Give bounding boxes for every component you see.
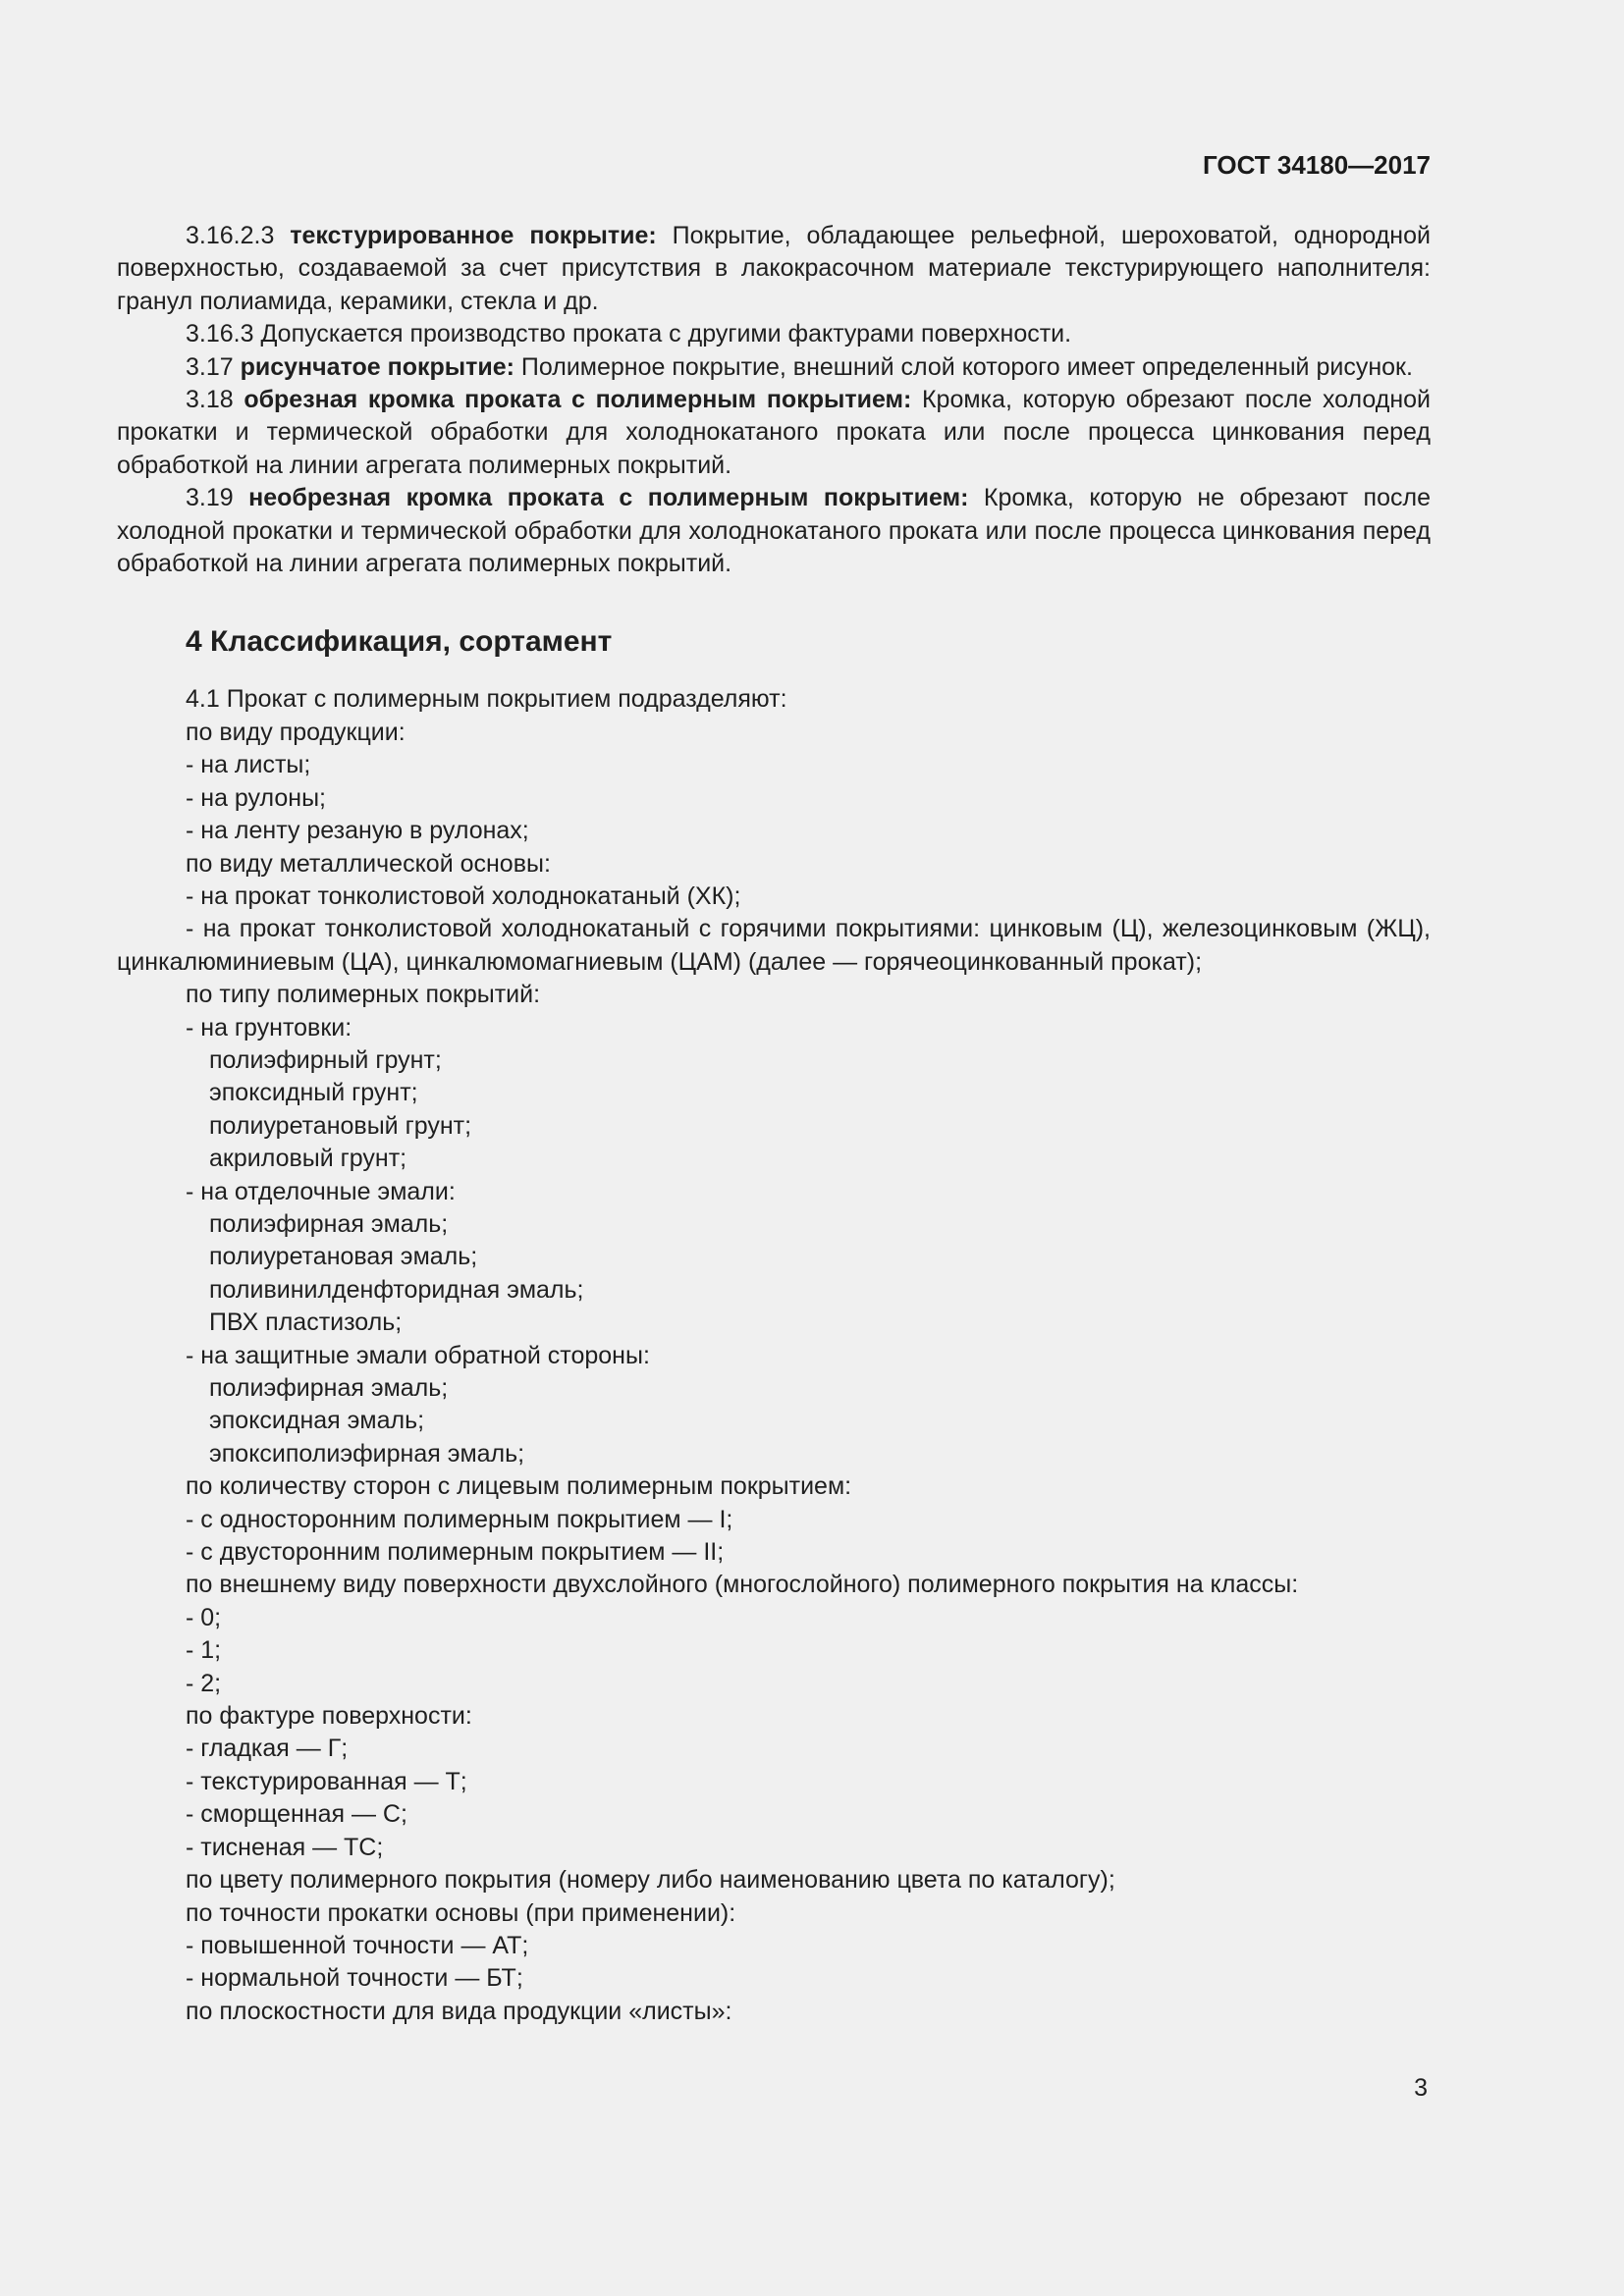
sub-list-item: полиуретановый грунт;: [209, 1111, 472, 1140]
page-number: 3: [1414, 2074, 1428, 2102]
list-item: - 1;: [186, 1636, 222, 1665]
category-texture: по фактуре поверхности:: [186, 1702, 472, 1731]
term: рисунчатое покрытие:: [240, 352, 514, 381]
list-item: - на грунтовки:: [186, 1013, 352, 1041]
document-number-header: ГОСТ 34180—2017: [1203, 150, 1431, 180]
section-heading: 4 Классификация, сортамент: [186, 625, 613, 659]
list-item: - на прокат тонколистовой холоднокатаный (ХК);: [186, 881, 741, 910]
definition-text: Кромка, которую не обрезают после холодной прокатки и термической обработки для холоднокатаного проката или после процесса цинкования перед обработкой на линии агрегата полимерных покрытий.: [117, 484, 1431, 578]
clause-number: 3.17: [186, 352, 241, 381]
sub-list-item: ПВХ пластизоль;: [209, 1308, 403, 1337]
list-item: - на отделочные эмали:: [186, 1177, 456, 1205]
definition-text: Покрытие, обладающее рельефной, шероховатой, однородной поверхностью, создаваемой за счет присутствия в лакокрасочном материале текстурирующего наполнителя: гранул полиамида, керамики, стекла и др.: [117, 222, 1431, 315]
clause-number: 3.19: [186, 484, 249, 512]
list-item: - с односторонним полимерным покрытием — I;: [186, 1505, 733, 1533]
sub-list-item: полиэфирный грунт;: [209, 1045, 442, 1074]
list-item: - гладкая — Г;: [186, 1735, 349, 1763]
list-item: - тисненая — ТС;: [186, 1833, 384, 1861]
list-item: - 2;: [186, 1669, 222, 1697]
category-rolling-accuracy: по точности прокатки основы (при применении):: [186, 1898, 736, 1927]
category-flatness: по плоскостности для вида продукции «листы»:: [186, 1997, 732, 2025]
list-item: - на ленту резаную в рулонах;: [186, 817, 529, 845]
sub-list-item: эпоксидный грунт;: [209, 1079, 418, 1107]
list-item: - на листы;: [186, 751, 311, 779]
sub-list-item: акриловый грунт;: [209, 1145, 407, 1173]
sub-list-item: полиэфирная эмаль;: [209, 1374, 449, 1402]
definition-text: Кромка, которую обрезают после холодной прокатки и термической обработки для холоднокатаного проката или после процесса цинкования перед обработкой на линии агрегата полимерных покрытий.: [117, 386, 1431, 479]
definition-text: Допускается производство проката с другими фактурами поверхности.: [260, 320, 1072, 348]
clause-number: 3.18: [186, 386, 244, 414]
list-item: - с двусторонним полимерным покрытием — II;: [186, 1538, 725, 1567]
term: обрезная кромка проката с полимерным покрытием:: [244, 386, 912, 414]
list-item: - на прокат тонколистовой холоднокатаный с горячими покрытиями: цинковым (Ц), железоцинковым (ЖЦ), цинкалюминиевым (ЦА), цинкалюмомагниевым (ЦАМ) (далее — горячеоцинкованный прокат);: [117, 915, 1431, 976]
category-metal-base: по виду металлической основы:: [186, 849, 551, 878]
sub-list-item: эпоксидная эмаль;: [209, 1407, 425, 1435]
definition-3-16-3: [117, 318, 1431, 350]
document-body: [117, 220, 1431, 2028]
sub-list-item: полиэфирная эмаль;: [209, 1209, 449, 1238]
definition-text: Полимерное покрытие, внешний слой которого имеет определенный рисунок.: [514, 352, 1413, 381]
clause-4-1: 4.1 Прокат с полимерным покрытием подразделяют:: [186, 685, 787, 714]
category-sides: по количеству сторон с лицевым полимерным покрытием:: [186, 1472, 852, 1501]
category-surface-class: по внешнему виду поверхности двухслойного (многослойного) полимерного покрытия на классы:: [186, 1571, 1299, 1599]
sub-list-item: полиуретановая эмаль;: [209, 1243, 478, 1271]
category-coating-type: по типу полимерных покрытий:: [186, 981, 541, 1009]
list-item: - нормальной точности — БТ;: [186, 1964, 523, 1993]
definition-3-19: [117, 482, 1431, 580]
term: текстурированное покрытие:: [290, 222, 657, 249]
list-item: - повышенной точности — АТ;: [186, 1931, 529, 1959]
list-item: - на рулоны;: [186, 783, 326, 812]
category-product-type: по виду продукции:: [186, 718, 406, 746]
clause-number: 3.16.3: [186, 320, 261, 348]
definition-3-16-2-3: [117, 220, 1431, 318]
list-item: - текстурированная — Т;: [186, 1767, 467, 1795]
clause-number: 3.16.2.3: [186, 222, 291, 249]
list-item: - 0;: [186, 1603, 222, 1631]
definition-3-18: [117, 384, 1431, 482]
definition-3-17: [117, 351, 1431, 384]
sub-list-item: поливинилденфторидная эмаль;: [209, 1275, 584, 1304]
term: необрезная кромка проката с полимерным покрытием:: [248, 484, 969, 512]
list-item: - на защитные эмали обратной стороны:: [186, 1341, 650, 1369]
list-item: - сморщенная — С;: [186, 1800, 407, 1829]
category-color: по цвету полимерного покрытия (номеру либо наименованию цвета по каталогу);: [186, 1866, 1115, 1895]
sub-list-item: эпоксиполиэфирная эмаль;: [209, 1439, 525, 1468]
